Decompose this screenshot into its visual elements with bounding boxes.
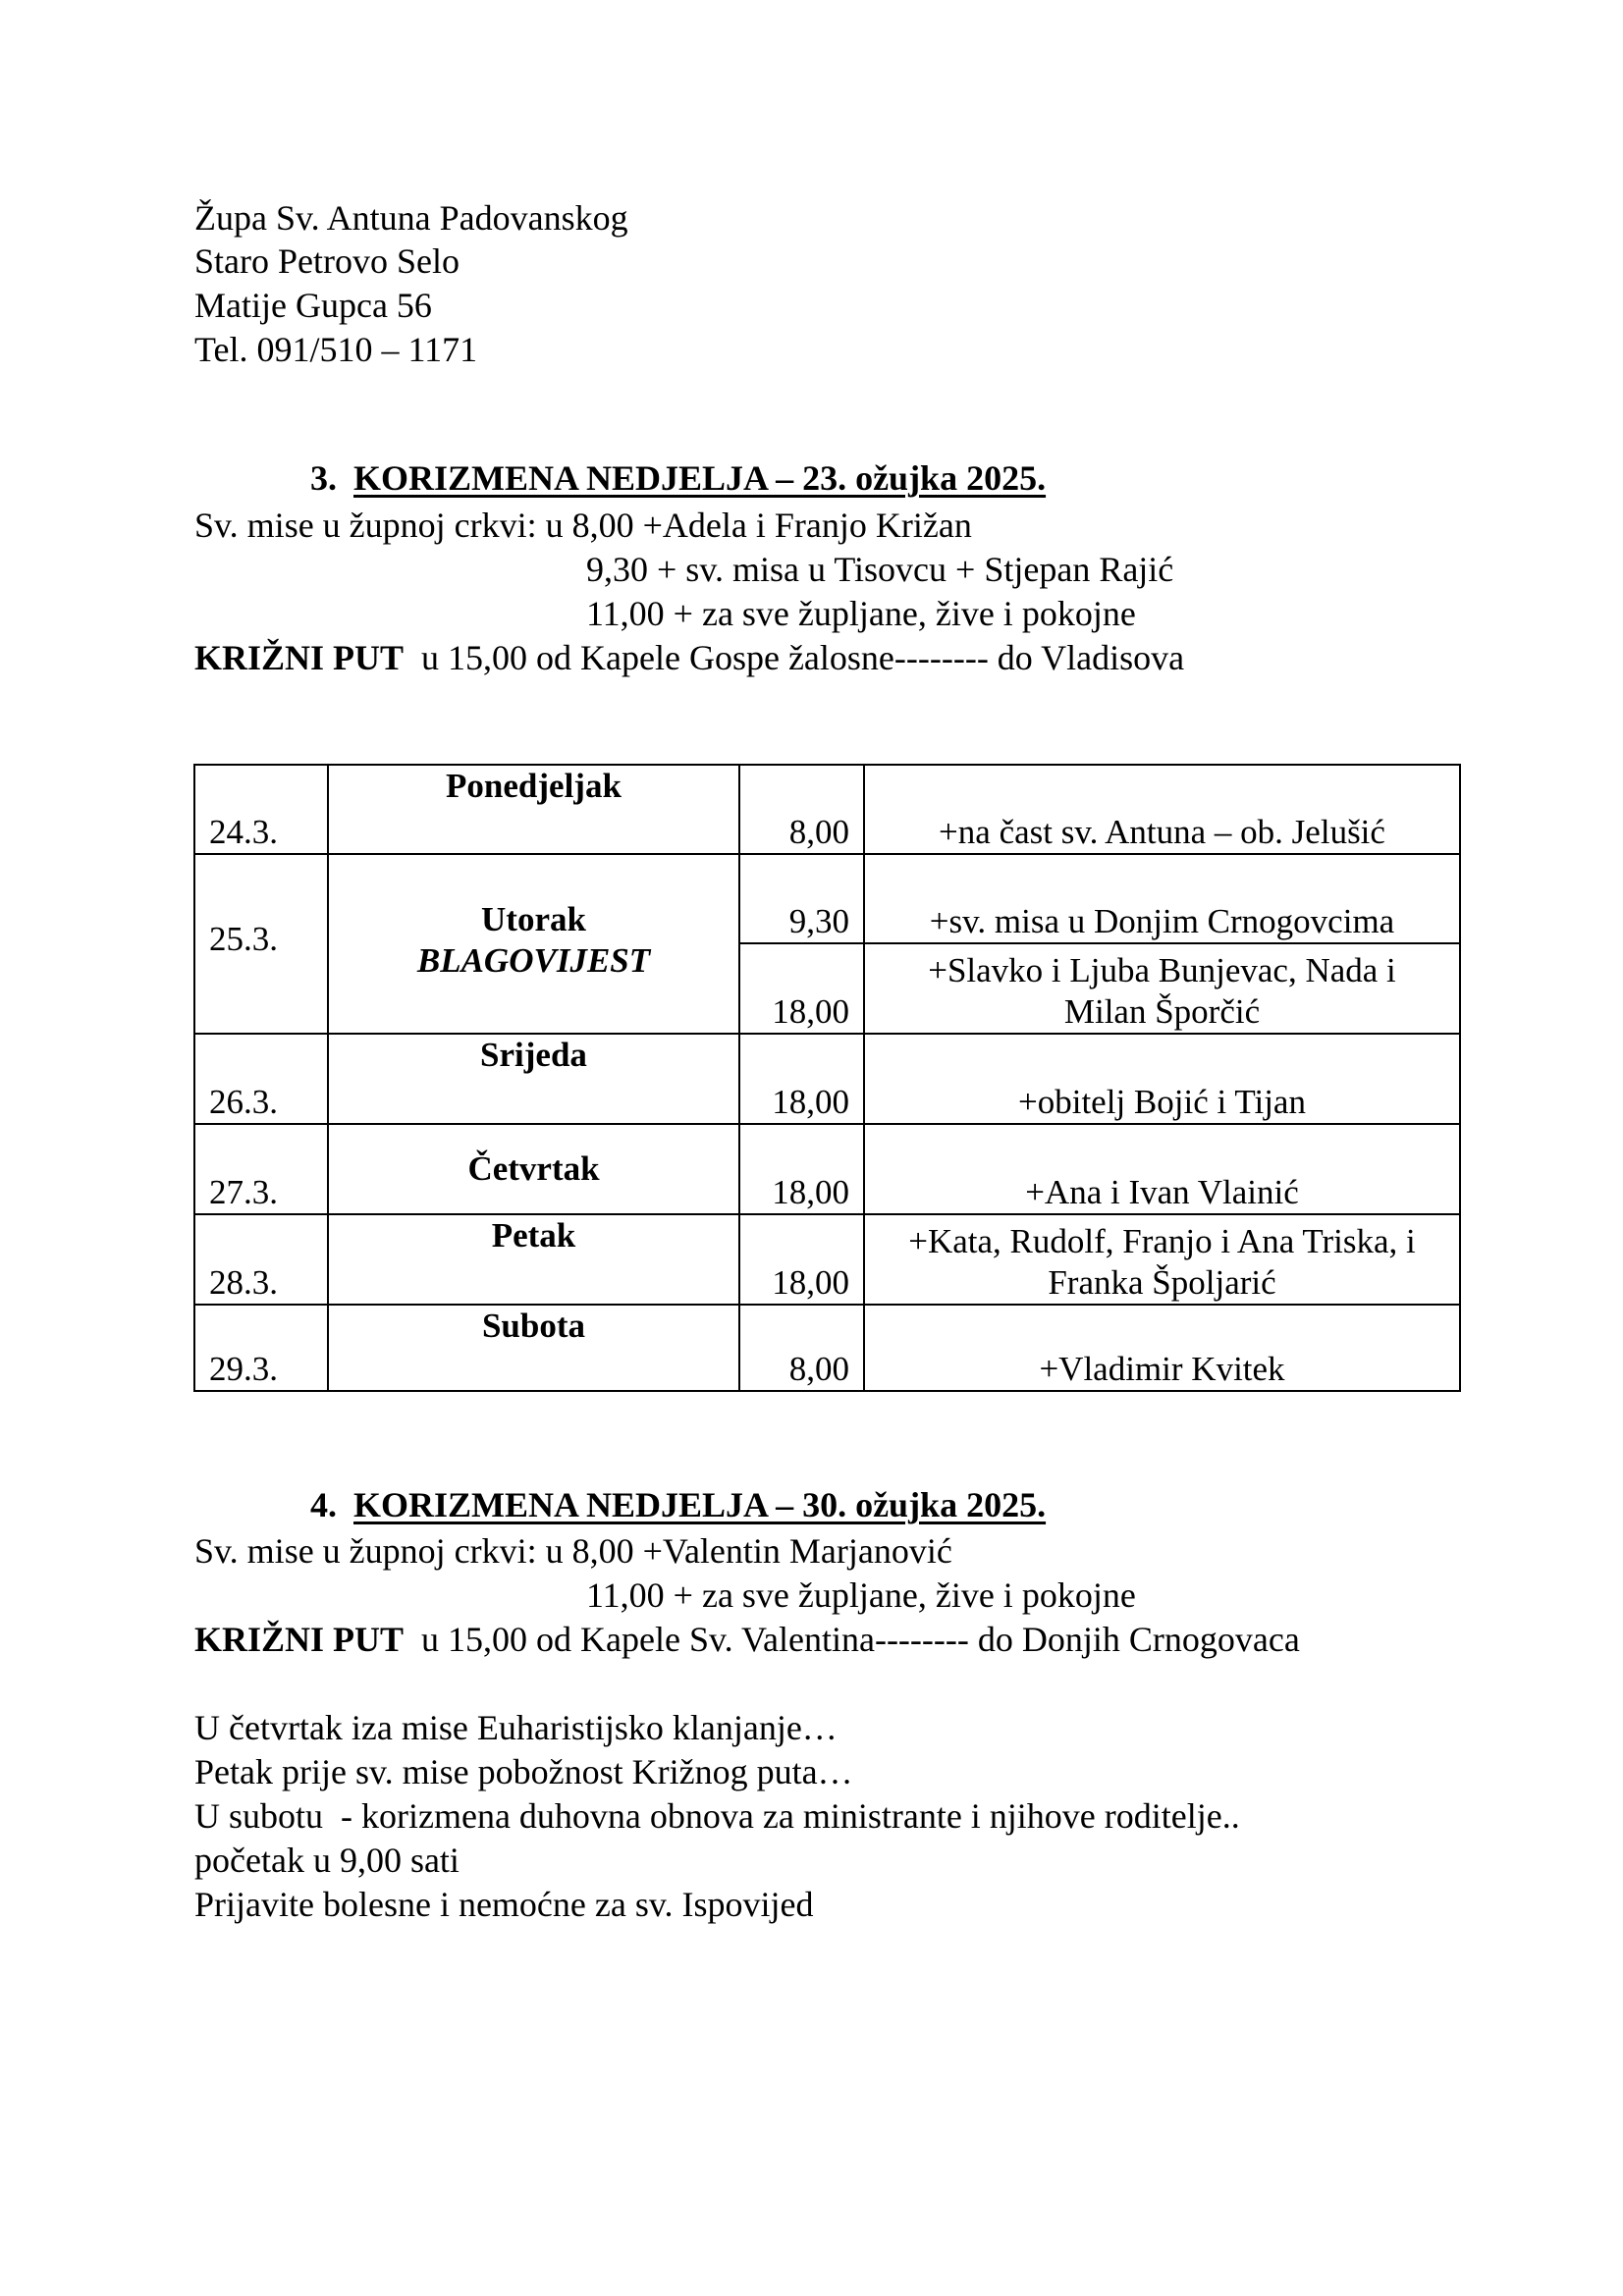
masses-line-2: 9,30 + sv. misa u Tisovcu + Stjepan Rajić [586,550,1174,589]
parish-address: Matije Gupca 56 [194,286,432,325]
day-cell: Subota [328,1305,739,1391]
intention-cell: +obitelj Bojić i Tijan [864,1034,1460,1124]
table-row [194,1214,1460,1305]
heading-title: KORIZMENA NEDJELJA – 30. ožujka 2025. [353,1485,1047,1524]
way-of-cross-text: u 15,00 od Kapele Sv. Valentina-------- do Donjih Crnogovaca [404,1620,1300,1659]
intention-cell: +Vladimir Kvitek [864,1305,1460,1391]
intention-cell: +sv. misa u Donjim Crnogovcima [864,854,1460,943]
day-cell: Petak [328,1214,739,1305]
way-of-cross-label: KRIŽNI PUT [194,1620,405,1659]
parish-name: Župa Sv. Antuna Padovanskog [194,198,628,238]
notice-item: U subotu - korizmena duhovna obnova za ministrante i njihove roditelje.. [194,1796,1240,1836]
parish-place: Staro Petrovo Selo [194,241,460,281]
notice-item: U četvrtak iza mise Euharistijsko klanjanje… [194,1708,838,1747]
date-cell: 29.3. [194,1305,328,1391]
time-cell: 8,00 [739,1305,864,1391]
table-row [194,854,1460,943]
date-cell: 27.3. [194,1124,328,1214]
intention-cell: +Kata, Rudolf, Franjo i Ana Triska, i Franka Špoljarić [864,1214,1460,1305]
masses-line-2: 11,00 + za sve župljane, žive i pokojne [586,1575,1136,1615]
day-cell: Četvrtak [328,1124,739,1214]
date-cell: 26.3. [194,1034,328,1124]
sunday-heading-2 [293,1443,1046,1525]
table-row [194,765,1460,854]
day-cell: Srijeda [328,1034,739,1124]
heading-title: KORIZMENA NEDJELJA – 23. ožujka 2025. [353,458,1047,498]
intention-cell: +Slavko i Ljuba Bunjevac, Nada i Milan Šporčić [864,943,1460,1034]
day-cell [328,854,739,1034]
notice-item: početak u 9,00 sati [194,1841,460,1880]
heading-number: 3. [310,458,337,498]
sunday-heading-1 [293,416,1046,499]
time-cell: 18,00 [739,943,864,1034]
way-of-cross-text: u 15,00 od Kapele Gospe žalosne-------- do Vladisova [404,638,1185,677]
intention-cell: +na čast sv. Antuna – ob. Jelušić [864,765,1460,854]
weekly-schedule-table [193,764,1461,1392]
way-of-cross-1 [194,636,1184,679]
day-name: Utorak [481,899,586,938]
table-row [194,1034,1460,1124]
time-cell: 18,00 [739,1034,864,1124]
notice-item: Prijavite bolesne i nemoćne za sv. Ispovijed [194,1885,814,1924]
time-cell: 18,00 [739,1214,864,1305]
feast-name: BLAGOVIJEST [416,940,651,980]
time-cell: 9,30 [739,854,864,943]
date-cell: 28.3. [194,1214,328,1305]
table-row [194,1124,1460,1214]
notice-item: Petak prije sv. mise pobožnost Križnog puta… [194,1752,853,1791]
table-row [194,1305,1460,1391]
intention-cell: +Ana i Ivan Vlainić [864,1124,1460,1214]
time-cell: 18,00 [739,1124,864,1214]
time-cell: 8,00 [739,765,864,854]
masses-line-3: 11,00 + za sve župljane, žive i pokojne [586,594,1136,633]
parish-phone: Tel. 091/510 – 1171 [194,330,478,369]
day-cell: Ponedjeljak [328,765,739,854]
date-cell: 24.3. [194,765,328,854]
heading-number: 4. [310,1485,337,1524]
date-cell: 25.3. [194,854,328,1034]
masses-line-1: Sv. mise u župnoj crkvi: u 8,00 +Adela i Franjo Križan [194,506,972,545]
way-of-cross-2 [194,1618,1300,1661]
way-of-cross-label: KRIŽNI PUT [194,638,405,677]
masses-line-1: Sv. mise u župnoj crkvi: u 8,00 +Valentin Marjanović [194,1531,952,1571]
